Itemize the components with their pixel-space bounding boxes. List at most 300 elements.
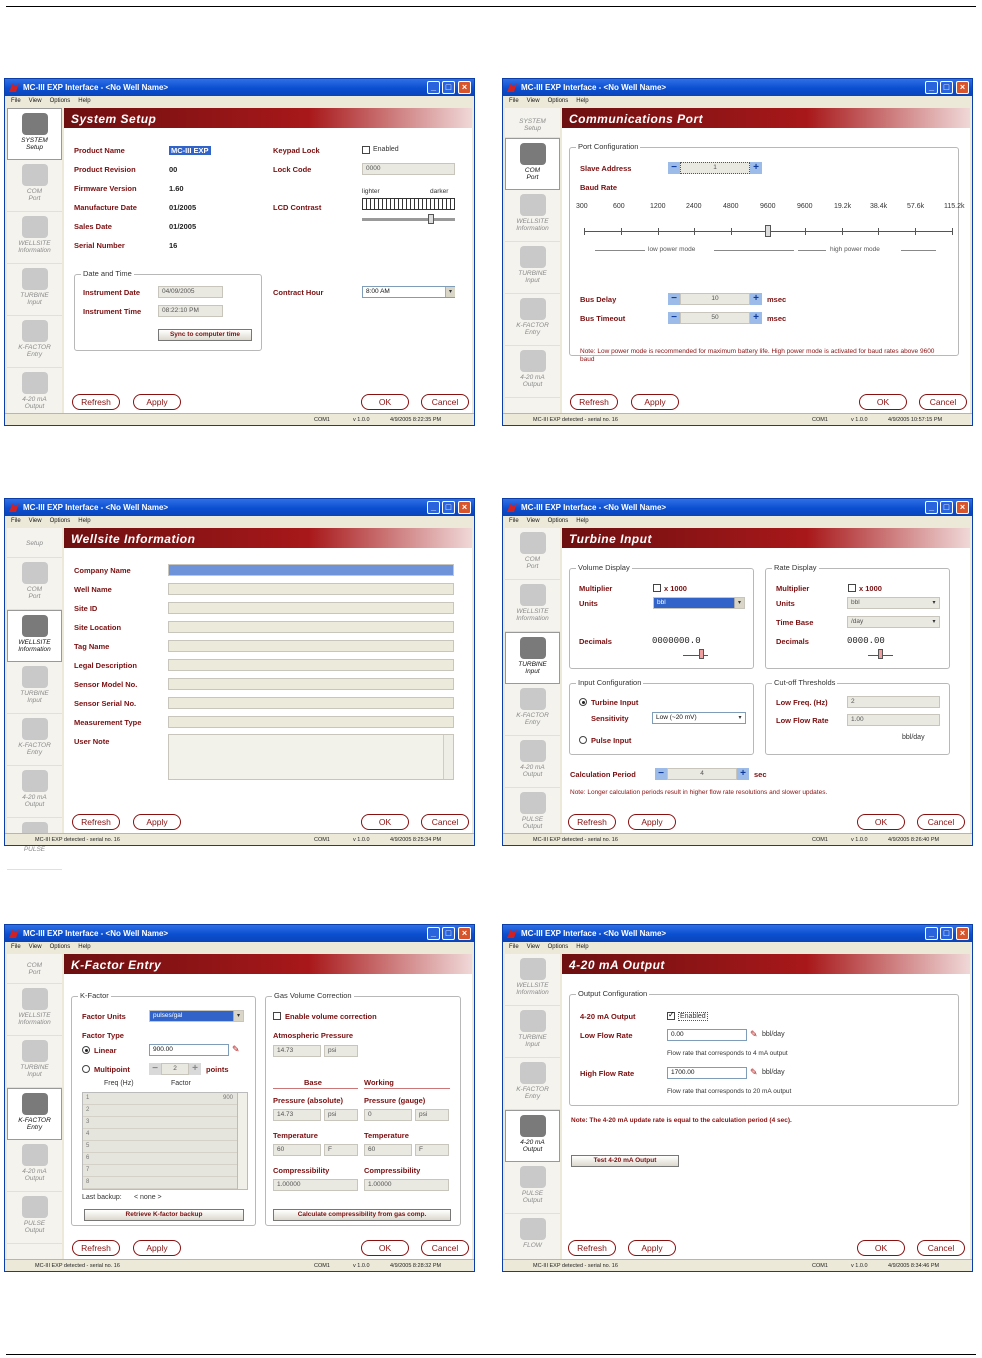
nav-kfactor[interactable] (505, 294, 560, 346)
enable-correction-checkbox[interactable] (273, 1012, 281, 1020)
nav-sublabel: Output (24, 1175, 45, 1182)
menu-view[interactable]: View (28, 518, 42, 524)
factor-type-label: Factor Type (82, 1031, 124, 1040)
wellsite-field-input[interactable] (168, 716, 454, 728)
base-comp-field[interactable]: 1.00000 (273, 1179, 358, 1191)
cutoff-group-title: Cut-off Thresholds (774, 678, 836, 687)
chevron-down-icon[interactable]: ▾ (445, 287, 455, 297)
time-base-select[interactable]: /day (847, 616, 940, 628)
minimize-button[interactable]: _ (427, 927, 440, 940)
scrollbar[interactable] (237, 1093, 247, 1189)
pulse-input-radio[interactable] (579, 736, 587, 744)
menu-view[interactable]: View (526, 944, 540, 950)
nav-wellsite[interactable] (505, 190, 560, 242)
table-row[interactable] (83, 1117, 237, 1129)
nav-wellsite[interactable] (505, 954, 560, 1006)
timeout-minus-button[interactable]: − (668, 312, 680, 324)
wellsite-field-input[interactable] (168, 602, 454, 614)
minimize-button[interactable]: _ (925, 927, 938, 940)
nav-kfactor[interactable] (505, 1058, 560, 1110)
slave-address-field[interactable]: 1 (680, 162, 750, 174)
maximize-button[interactable]: □ (940, 927, 953, 940)
nav-sublabel: Port (28, 593, 41, 600)
base-temp-label: Temperature (273, 1131, 318, 1140)
slave-address-label: Slave Address (580, 164, 632, 173)
menu-options[interactable]: Options (49, 518, 71, 524)
refresh-button[interactable]: Refresh (72, 1240, 120, 1256)
rate-decimals-slider[interactable] (868, 655, 893, 656)
wellsite-field-input[interactable] (168, 621, 454, 633)
menu-options[interactable]: Options (547, 98, 569, 104)
baud-tick (694, 228, 695, 235)
high-flow-rate-field[interactable]: 1700.00 (667, 1067, 747, 1079)
work-temp-unit[interactable]: F (415, 1144, 449, 1156)
close-button[interactable]: × (956, 81, 969, 94)
apply-button[interactable]: Apply (133, 394, 181, 410)
nav-kfactor[interactable] (7, 1088, 62, 1140)
factor-units-select[interactable]: pulses/gal (149, 1010, 244, 1022)
nav-sublabel: Output (522, 381, 543, 388)
nav-sublabel: Port (28, 195, 41, 202)
nav-label: FLOW (523, 1242, 542, 1249)
nav-com-port[interactable] (505, 138, 560, 190)
chevron-down-icon[interactable]: ▾ (932, 619, 936, 625)
row-number: 6 (86, 1155, 90, 1161)
bus-timeout-field[interactable]: 50 (680, 312, 750, 324)
instrument-date-field[interactable]: 04/09/2005 (158, 286, 223, 298)
wellsite-field-input[interactable] (168, 640, 454, 652)
ok-button[interactable]: OK (361, 1240, 409, 1256)
nav-label: K-FACTOR (516, 322, 549, 329)
points-minus-button[interactable]: − (149, 1063, 161, 1075)
points-plus-button[interactable]: + (189, 1063, 201, 1075)
calc-minus-button[interactable]: − (655, 768, 667, 780)
status-bar (5, 1259, 474, 1271)
pencil-icon[interactable]: ✎ (750, 1067, 758, 1077)
output-enabled-label: 4-20 mA Output (580, 1012, 636, 1021)
sales-value: 01/2005 (169, 222, 197, 231)
slave-minus-button[interactable]: − (668, 162, 680, 174)
close-button[interactable]: × (458, 927, 471, 940)
low-power-arrow (595, 250, 645, 251)
wellsite-field-label: Site ID (74, 604, 98, 613)
chevron-down-icon[interactable]: ▾ (738, 715, 742, 721)
nav-sublabel: Input (27, 299, 42, 306)
close-button[interactable]: × (458, 501, 471, 514)
base-temp-field[interactable]: 60 (273, 1144, 321, 1156)
instrument-date-label: Instrument Date (83, 288, 141, 297)
page-title: Turbine Input (562, 528, 970, 548)
nav-turbine[interactable] (505, 1006, 560, 1058)
lighter-label: lighter (362, 188, 380, 195)
cable-icon (22, 562, 48, 584)
content-panel (64, 528, 472, 833)
table-row[interactable] (83, 1141, 237, 1153)
menu-view[interactable]: View (28, 98, 42, 104)
work-pressure-unit[interactable]: psi (415, 1109, 449, 1121)
base-pressure-field[interactable]: 14.73 (273, 1109, 321, 1121)
nav-system-setup[interactable] (7, 528, 62, 558)
page-title: System Setup (64, 108, 472, 128)
nav-turbine[interactable] (7, 264, 62, 316)
user-note-textarea[interactable] (168, 734, 454, 780)
ok-button[interactable]: OK (857, 1240, 905, 1256)
ok-button[interactable]: OK (857, 814, 905, 830)
nav-label: PULSE (23, 846, 46, 853)
refresh-button[interactable]: Refresh (568, 1240, 616, 1256)
window-title: MC-III EXP Interface - <No Well Name> (23, 503, 169, 512)
menu-file[interactable]: File (11, 518, 21, 524)
base-divider (273, 1088, 358, 1089)
baud-rate-option[interactable]: 2400 (686, 203, 702, 210)
maximize-button[interactable]: □ (442, 927, 455, 940)
cancel-button[interactable]: Cancel (421, 394, 469, 410)
wellsite-field-input[interactable] (168, 564, 454, 576)
menu-file[interactable]: File (11, 98, 21, 104)
nav-wellsite[interactable] (7, 212, 62, 264)
nav-kfactor[interactable] (7, 316, 62, 368)
product-revision-value: 00 (169, 165, 178, 174)
serial-label: Serial Number (74, 241, 125, 250)
menu-help[interactable]: Help (576, 98, 589, 104)
last-backup-label: Last backup: (82, 1194, 122, 1201)
baud-rate-option[interactable]: 115.2k (944, 203, 965, 210)
menu-help[interactable]: Help (78, 98, 91, 104)
apply-button[interactable]: Apply (133, 1240, 181, 1256)
cancel-button[interactable]: Cancel (917, 814, 965, 830)
enable-correction-label: Enable volume correction (285, 1012, 377, 1021)
nav-turbine[interactable] (7, 662, 62, 714)
baud-rate-option[interactable]: 9600 (760, 203, 776, 210)
menu-options[interactable]: Options (49, 98, 71, 104)
vol-units-select[interactable]: bbl (653, 597, 745, 609)
nav-sublabel: Input (525, 1041, 540, 1048)
nav-pulse[interactable] (7, 1192, 62, 1244)
menu-view[interactable]: View (28, 944, 42, 950)
nav-system-setup[interactable] (505, 108, 560, 138)
nav-kfactor[interactable] (505, 684, 560, 736)
refresh-button[interactable]: Refresh (568, 814, 616, 830)
status-port: COM1 (314, 1263, 330, 1269)
timeout-plus-button[interactable]: + (750, 312, 762, 324)
status-version: v 1.0.0 (353, 837, 370, 843)
manufacture-label: Manufacture Date (74, 203, 137, 212)
base-pressure-unit[interactable]: psi (324, 1109, 358, 1121)
baud-tick (584, 228, 585, 235)
baud-rate-option[interactable]: 57.6k (907, 203, 925, 210)
nav-pulse[interactable] (505, 1162, 560, 1214)
nav-sublabel: Entry (26, 351, 43, 358)
pencil-icon[interactable]: ✎ (750, 1029, 758, 1039)
work-comp-field[interactable]: 1.00000 (364, 1179, 449, 1191)
nav-4-20ma[interactable] (505, 1110, 560, 1162)
turbine-input-radio[interactable] (579, 698, 587, 706)
row-number: 1 (86, 1095, 90, 1101)
refresh-button[interactable]: Refresh (72, 814, 120, 830)
table-row[interactable] (83, 1129, 237, 1141)
contract-hour-select[interactable]: 8:00 AM (362, 286, 455, 298)
title-bar[interactable] (5, 925, 474, 942)
output-enabled-checkbox[interactable] (667, 1012, 675, 1020)
contract-hour-label: Contract Hour (273, 288, 324, 297)
nav-sublabel: Port (28, 969, 41, 976)
minimize-button[interactable]: _ (427, 81, 440, 94)
linear-radio[interactable] (82, 1046, 90, 1054)
nav-label: WELLSITE (516, 982, 549, 989)
window-kfactor (4, 924, 475, 1272)
high-power-arrow-left (798, 250, 826, 251)
ok-button[interactable]: OK (361, 394, 409, 410)
kfactor-icon (520, 688, 546, 710)
cancel-button[interactable]: Cancel (917, 1240, 965, 1256)
nav-sublabel: Output (522, 823, 543, 830)
instrument-time-field[interactable]: 08:22:10 PM (158, 305, 223, 317)
nav-com-port[interactable] (505, 528, 560, 580)
maximize-button[interactable]: □ (442, 501, 455, 514)
menu-file[interactable]: File (509, 98, 519, 104)
lcd-contrast-label: LCD Contrast (273, 203, 322, 212)
sales-label: Sales Date (74, 222, 112, 231)
menu-help[interactable]: Help (576, 944, 589, 950)
menu-file[interactable]: File (509, 944, 519, 950)
chevron-down-icon[interactable]: ▾ (932, 600, 936, 606)
nav-wellsite[interactable] (505, 580, 560, 632)
title-bar[interactable] (5, 79, 474, 96)
wellsite-field-input[interactable] (168, 659, 454, 671)
cancel-button[interactable]: Cancel (421, 1240, 469, 1256)
baud-rate-option[interactable]: 300 (576, 203, 588, 210)
nav-sublabel: Entry (524, 329, 541, 336)
nav-system-setup[interactable] (7, 108, 62, 160)
menu-file[interactable]: File (509, 518, 519, 524)
menu-options[interactable]: Options (547, 944, 569, 950)
scrollbar[interactable] (443, 735, 453, 779)
pencil-icon[interactable]: ✎ (232, 1044, 240, 1054)
wellsite-field-input[interactable] (168, 697, 454, 709)
device-icon (22, 615, 48, 637)
vol-x1000-checkbox[interactable] (653, 584, 661, 592)
nav-sidebar (505, 108, 560, 413)
work-pressure-field[interactable]: 0 (364, 1109, 412, 1121)
sync-time-button[interactable]: Sync to computer time (158, 329, 252, 341)
window-com-port (502, 78, 973, 426)
menu-options[interactable]: Options (547, 518, 569, 524)
keypad-enabled-label: Enabled (373, 146, 399, 153)
low-power-arrow-right (714, 250, 794, 251)
col-factor-header: Factor (171, 1080, 191, 1087)
slave-plus-button[interactable]: + (750, 162, 762, 174)
delay-minus-button[interactable]: − (668, 293, 680, 305)
table-row[interactable] (83, 1177, 237, 1189)
maximize-button[interactable]: □ (940, 81, 953, 94)
table-row[interactable] (83, 1153, 237, 1165)
linear-factor-field[interactable]: 900.00 (149, 1044, 229, 1056)
menu-options[interactable]: Options (49, 944, 71, 950)
status-time: 4/9/2005 8:22:35 PM (390, 417, 442, 423)
manufacture-value: 01/2005 (169, 203, 197, 212)
wellsite-field-input[interactable] (168, 678, 454, 690)
pulse-icon (520, 1166, 546, 1188)
nav-com-port[interactable] (7, 160, 62, 212)
nav-turbine[interactable] (7, 1036, 62, 1088)
slider-thumb[interactable] (699, 649, 704, 659)
rate-x1000-checkbox[interactable] (848, 584, 856, 592)
atm-unit-select[interactable]: psi (324, 1045, 358, 1057)
rate-units-select[interactable]: bbl (847, 597, 940, 609)
nav-label: 4-20 mA (22, 794, 47, 801)
baud-slider-track[interactable] (584, 231, 952, 232)
nav-label: K-FACTOR (516, 712, 549, 719)
app-logo-icon (9, 929, 19, 938)
working-header: Working (364, 1078, 394, 1087)
ok-button[interactable]: OK (361, 814, 409, 830)
title-bar[interactable] (503, 79, 972, 96)
menu-view[interactable]: View (526, 518, 540, 524)
keypad-lock-checkbox[interactable] (362, 146, 370, 154)
nav-turbine[interactable] (505, 242, 560, 294)
content-panel (562, 954, 970, 1259)
apply-button[interactable]: Apply (628, 1240, 676, 1256)
contrast-slider[interactable] (362, 218, 455, 221)
probe-icon (22, 1144, 48, 1166)
kfactor-icon (520, 1062, 546, 1084)
menu-bar (5, 942, 474, 953)
close-button[interactable]: × (956, 927, 969, 940)
slider-thumb[interactable] (878, 649, 883, 659)
status-port: COM1 (812, 417, 828, 423)
atm-pressure-field[interactable]: 14.73 (273, 1045, 321, 1057)
calc-compressibility-button[interactable]: Calculate compressibility from gas comp. (273, 1209, 451, 1221)
work-temp-field[interactable]: 60 (364, 1144, 412, 1156)
baud-rate-option[interactable]: 19.2k (834, 203, 852, 210)
refresh-button[interactable]: Refresh (570, 394, 618, 410)
vol-decimals-label: Decimals (579, 637, 612, 646)
wellsite-field-label: Measurement Type (74, 718, 142, 727)
close-button[interactable]: × (956, 501, 969, 514)
points-field[interactable]: 2 (161, 1063, 189, 1075)
baud-rate-option[interactable]: 600 (613, 203, 625, 210)
base-temp-unit[interactable]: F (324, 1144, 358, 1156)
work-temp-label: Temperature (364, 1131, 409, 1140)
title-bar[interactable] (503, 925, 972, 942)
cancel-button[interactable]: Cancel (919, 394, 967, 410)
ok-button[interactable]: OK (859, 394, 907, 410)
vol-decimals-slider[interactable] (683, 655, 708, 656)
menu-help[interactable]: Help (78, 518, 91, 524)
row-number: 4 (86, 1131, 90, 1137)
bus-delay-field[interactable]: 10 (680, 293, 750, 305)
sensitivity-select[interactable]: Low (~20 mV) (652, 712, 746, 724)
minimize-button[interactable]: _ (427, 501, 440, 514)
title-bar[interactable] (5, 499, 474, 516)
instrument-time-label: Instrument Time (83, 307, 142, 316)
calc-plus-button[interactable]: + (737, 768, 749, 780)
nav-4-20ma[interactable] (7, 766, 62, 818)
nav-4-20ma[interactable] (7, 1140, 62, 1192)
retrieve-backup-button[interactable]: Retrieve K-factor backup (84, 1209, 244, 1221)
nav-label: K-FACTOR (18, 742, 51, 749)
content-panel (562, 528, 970, 833)
maximize-button[interactable]: □ (940, 501, 953, 514)
title-bar[interactable] (503, 499, 972, 516)
nav-label: WELLSITE (516, 218, 549, 225)
slider-thumb[interactable] (428, 214, 434, 224)
wellsite-field-input[interactable] (168, 583, 454, 595)
nav-4-20ma[interactable] (505, 736, 560, 788)
calc-period-field[interactable]: 4 (667, 768, 737, 780)
keypad-lock-label: Keypad Lock (273, 146, 320, 155)
factor-units-label: Factor Units (82, 1012, 126, 1021)
baud-rate-option[interactable]: 9600 (797, 203, 813, 210)
nav-label: TURBINE (518, 1034, 547, 1041)
chevron-down-icon[interactable]: ▾ (233, 1011, 243, 1021)
refresh-button[interactable]: Refresh (72, 394, 120, 410)
baud-rate-option[interactable]: 38.4k (870, 203, 888, 210)
apply-button[interactable]: Apply (631, 394, 679, 410)
nav-sublabel: Input (525, 668, 540, 675)
menu-help[interactable]: Help (78, 944, 91, 950)
linear-label: Linear (94, 1046, 117, 1055)
low-freq-field[interactable]: 2 (847, 696, 940, 708)
nav-label: 4-20 mA (520, 764, 545, 771)
menu-view[interactable]: View (526, 98, 540, 104)
gas-correction-group-title: Gas Volume Correction (274, 991, 352, 1000)
test-output-button[interactable]: Test 4-20 mA Output (571, 1155, 679, 1167)
menu-help[interactable]: Help (576, 518, 589, 524)
nav-kfactor[interactable] (7, 714, 62, 766)
nav-sidebar (7, 108, 62, 413)
close-button[interactable]: × (458, 81, 471, 94)
nav-turbine[interactable] (505, 632, 560, 684)
nav-sublabel: Port (526, 563, 539, 570)
menu-file[interactable]: File (11, 944, 21, 950)
product-name-value[interactable]: MC-III EXP (171, 146, 209, 155)
product-revision-label: Product Revision (74, 165, 136, 174)
table-row[interactable] (83, 1105, 237, 1117)
lock-code-field[interactable]: 0000 (362, 163, 455, 175)
minimize-button[interactable]: _ (925, 81, 938, 94)
table-row[interactable] (83, 1165, 237, 1177)
apply-button[interactable]: Apply (133, 814, 181, 830)
calc-period-unit: sec (754, 770, 767, 779)
nav-com-port[interactable] (7, 954, 62, 984)
nav-wellsite[interactable] (7, 610, 62, 662)
apply-button[interactable]: Apply (628, 814, 676, 830)
nav-4-20ma[interactable] (505, 346, 560, 398)
cancel-button[interactable]: Cancel (421, 814, 469, 830)
nav-wellsite[interactable] (7, 984, 62, 1036)
time-base-label: Time Base (776, 618, 814, 627)
nav-com-port[interactable] (7, 558, 62, 610)
delay-plus-button[interactable]: + (750, 293, 762, 305)
status-detected: MC-III EXP detected - serial no. 16 (35, 837, 120, 843)
low-flow-rate-field[interactable]: 0.00 (667, 1029, 747, 1041)
baud-rate-option[interactable]: 1200 (650, 203, 666, 210)
chevron-down-icon[interactable]: ▾ (734, 598, 744, 608)
bus-timeout-label: Bus Timeout (580, 314, 626, 323)
high-flow-rate-label: High Flow Rate (580, 1069, 635, 1078)
minimize-button[interactable]: _ (925, 501, 938, 514)
table-row[interactable] (83, 1093, 237, 1105)
maximize-button[interactable]: □ (442, 81, 455, 94)
nav-label: TURBINE (518, 270, 547, 277)
window-title: MC-III EXP Interface - <No Well Name> (521, 503, 667, 512)
firmware-value: 1.60 (169, 184, 184, 193)
baud-slider-thumb[interactable] (765, 225, 771, 237)
multipoint-radio[interactable] (82, 1065, 90, 1073)
baud-rate-option[interactable]: 4800 (723, 203, 739, 210)
low-flow-field[interactable]: 1.00 (847, 714, 940, 726)
